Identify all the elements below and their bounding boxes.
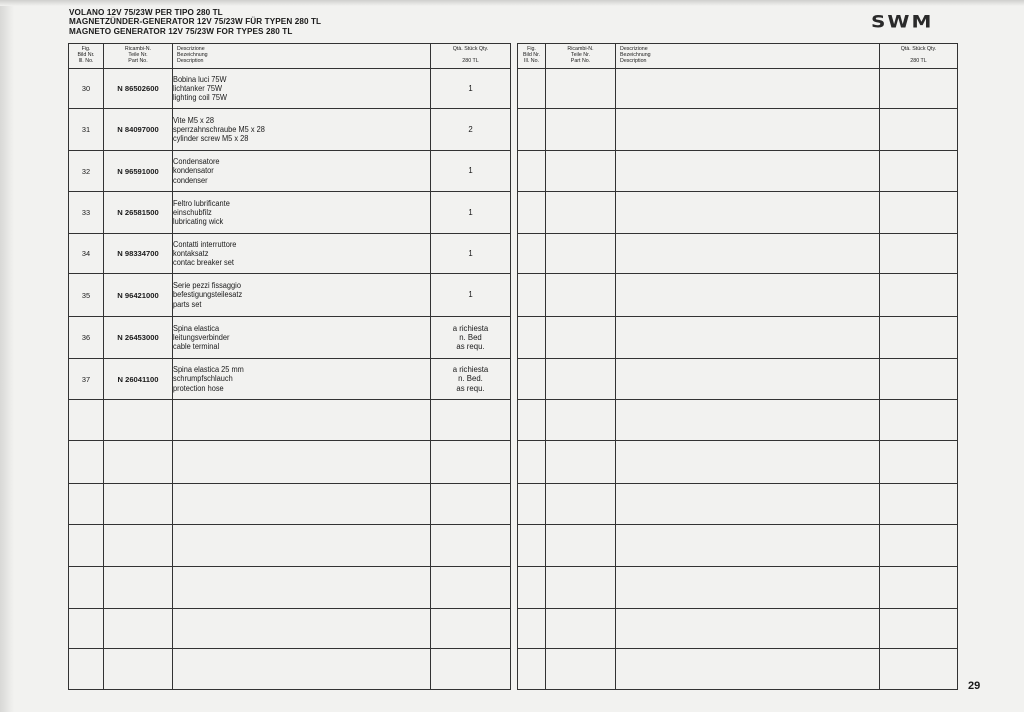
quantity-line: 2 — [468, 124, 473, 134]
empty-cell — [880, 274, 958, 317]
fig-number: 35 — [69, 274, 104, 317]
empty-cell — [518, 525, 546, 567]
empty-cell — [880, 649, 958, 690]
description-line: schrumpfschlauch — [173, 374, 233, 384]
table-row — [518, 274, 958, 317]
quantity-line: 1 — [468, 290, 473, 300]
description-line: lighting coil 75W — [173, 93, 227, 103]
quantity-line: 1 — [468, 83, 473, 93]
part-column-header: Ricambi-N. Teile Nr. Part No. — [546, 44, 616, 69]
description-line: einschubfilz — [173, 207, 212, 217]
empty-cell — [546, 69, 616, 109]
part-description — [173, 317, 431, 359]
empty-cell — [173, 649, 431, 690]
document-title — [69, 8, 334, 36]
empty-cell — [173, 567, 431, 609]
description-line: Vite M5 x 28 — [173, 115, 215, 125]
part-number: N 98334700 — [104, 234, 173, 274]
empty-cell — [104, 525, 173, 567]
empty-cell — [104, 441, 173, 484]
table-row — [518, 317, 958, 359]
description-line: befestigungsteilesatz — [173, 290, 243, 300]
empty-cell — [880, 359, 958, 400]
table-row — [518, 525, 958, 567]
empty-cell — [546, 151, 616, 192]
quantity-line: 1 — [468, 166, 473, 176]
empty-cell — [173, 525, 431, 567]
empty-cell — [616, 484, 880, 525]
description-line: Serie pezzi fissaggio — [173, 281, 241, 291]
table-row — [69, 609, 511, 649]
fig-number: 37 — [69, 359, 104, 400]
part-number: N 26453000 — [104, 317, 173, 359]
empty-cell — [104, 400, 173, 441]
empty-cell — [616, 192, 880, 234]
fig-number: 32 — [69, 151, 104, 192]
part-description — [173, 69, 431, 109]
description-line: Contatti interruttore — [173, 239, 237, 249]
part-quantity — [431, 109, 511, 151]
description-line: contac breaker set — [173, 258, 234, 268]
table-row — [518, 234, 958, 274]
empty-cell — [880, 234, 958, 274]
empty-cell — [431, 567, 511, 609]
empty-cell — [616, 400, 880, 441]
empty-cell — [880, 609, 958, 649]
table-row — [69, 400, 511, 441]
empty-cell — [431, 400, 511, 441]
part-number: N 26581500 — [104, 192, 173, 234]
empty-cell — [431, 525, 511, 567]
empty-cell — [431, 441, 511, 484]
table-row — [69, 274, 511, 317]
title-line-german: MAGNETZÜNDER-GENERATOR 12V 75/23W FÜR TYPEN 280 TL — [69, 16, 322, 27]
part-quantity — [431, 359, 511, 400]
part-number: N 84097000 — [104, 109, 173, 151]
empty-cell — [616, 317, 880, 359]
table-row — [69, 649, 511, 690]
empty-cell — [546, 317, 616, 359]
empty-cell — [880, 317, 958, 359]
description-line: Condensatore — [173, 157, 220, 167]
table-row — [69, 109, 511, 151]
description-line: Feltro lubrificante — [173, 198, 230, 208]
empty-cell — [616, 567, 880, 609]
fig-number: 31 — [69, 109, 104, 151]
empty-cell — [69, 609, 104, 649]
empty-cell — [69, 525, 104, 567]
fig-number: 36 — [69, 317, 104, 359]
table-row — [518, 649, 958, 690]
table-row — [69, 192, 511, 234]
empty-cell — [616, 525, 880, 567]
fig-column-header: Fig. Bild Nr. Ill. No. — [518, 44, 546, 69]
empty-cell — [880, 567, 958, 609]
page-edge-shadow — [0, 0, 14, 712]
empty-cell — [173, 441, 431, 484]
empty-cell — [518, 359, 546, 400]
empty-cell — [616, 234, 880, 274]
empty-cell — [518, 234, 546, 274]
description-line: leitungsverbinder — [173, 332, 230, 342]
part-description — [173, 359, 431, 400]
empty-cell — [431, 649, 511, 690]
quantity-column-header: Qtà. Stück Qty. 280 TL — [880, 44, 958, 69]
empty-cell — [518, 274, 546, 317]
part-description — [173, 274, 431, 317]
empty-cell — [616, 69, 880, 109]
empty-cell — [546, 234, 616, 274]
part-quantity — [431, 69, 511, 109]
empty-cell — [69, 484, 104, 525]
part-quantity — [431, 151, 511, 192]
table-row — [69, 359, 511, 400]
empty-cell — [546, 484, 616, 525]
empty-cell — [880, 192, 958, 234]
description-line: lichtanker 75W — [173, 83, 222, 93]
page-number: 29 — [968, 680, 981, 692]
table-row — [518, 441, 958, 484]
description-line: cable terminal — [173, 342, 220, 352]
table-row — [518, 484, 958, 525]
empty-cell — [518, 609, 546, 649]
empty-cell — [518, 192, 546, 234]
page-top-shadow — [0, 0, 1024, 6]
table-row — [69, 567, 511, 609]
description-column-header: Descrizione Bezeichnung Description — [173, 44, 431, 69]
part-column-header: Ricambi-N. Teile Nr. Part No. — [104, 44, 173, 69]
table-row — [518, 400, 958, 441]
title-line-italian: VOLANO 12V 75/23W PER TIPO 280 TL — [69, 7, 223, 17]
description-line: lubricating wick — [173, 217, 224, 227]
description-line: sperrzahnschraube M5 x 28 — [173, 124, 265, 134]
table-row — [518, 609, 958, 649]
empty-cell — [69, 441, 104, 484]
empty-cell — [518, 567, 546, 609]
table-row — [69, 317, 511, 359]
empty-cell — [546, 567, 616, 609]
quantity-line: a richiesta — [452, 365, 489, 375]
empty-cell — [546, 192, 616, 234]
table-row — [518, 567, 958, 609]
part-quantity — [431, 317, 511, 359]
quantity-line: 1 — [468, 248, 473, 258]
empty-cell — [880, 484, 958, 525]
description-column-header: Descrizione Bezeichnung Description — [616, 44, 880, 69]
empty-cell — [518, 317, 546, 359]
fig-column-header: Fig. Bild Nr. Ill. No. — [69, 44, 104, 69]
empty-cell — [880, 400, 958, 441]
empty-cell — [173, 400, 431, 441]
empty-cell — [880, 151, 958, 192]
table-row — [69, 151, 511, 192]
description-line: kondensator — [173, 166, 214, 176]
part-number: N 96591000 — [104, 151, 173, 192]
part-number: N 86502600 — [104, 69, 173, 109]
empty-cell — [880, 525, 958, 567]
empty-cell — [431, 609, 511, 649]
parts-table-left — [68, 43, 511, 690]
fig-number: 33 — [69, 192, 104, 234]
empty-cell — [546, 400, 616, 441]
quantity-line: as requ. — [456, 342, 485, 352]
part-quantity — [431, 274, 511, 317]
quantity-line: 1 — [468, 207, 473, 217]
empty-cell — [104, 649, 173, 690]
empty-cell — [616, 109, 880, 151]
table-row — [518, 192, 958, 234]
empty-cell — [518, 441, 546, 484]
part-number: N 26041100 — [104, 359, 173, 400]
table-row — [69, 484, 511, 525]
title-line-english: MAGNETO GENERATOR 12V 75/23W FOR TYPES 280 TL — [69, 25, 293, 36]
empty-cell — [616, 609, 880, 649]
empty-cell — [518, 400, 546, 441]
empty-cell — [616, 359, 880, 400]
brand-logo: SWM — [871, 11, 934, 32]
empty-cell — [616, 274, 880, 317]
empty-cell — [546, 274, 616, 317]
part-description — [173, 234, 431, 274]
part-description — [173, 151, 431, 192]
quantity-column-header: Qtà. Stück Qty. 280 TL — [431, 44, 511, 69]
empty-cell — [69, 567, 104, 609]
empty-cell — [880, 441, 958, 484]
description-line: cylinder screw M5 x 28 — [173, 134, 249, 144]
empty-cell — [880, 69, 958, 109]
quantity-line: as requ. — [456, 383, 485, 393]
description-line: condenser — [173, 175, 208, 185]
empty-cell — [104, 484, 173, 525]
description-line: Bobina luci 75W — [173, 74, 227, 84]
empty-cell — [880, 109, 958, 151]
empty-cell — [546, 441, 616, 484]
part-quantity — [431, 192, 511, 234]
empty-cell — [518, 151, 546, 192]
empty-cell — [518, 649, 546, 690]
table-row — [69, 525, 511, 567]
description-line: Spina elastica 25 mm — [173, 365, 244, 375]
part-number: N 96421000 — [104, 274, 173, 317]
table-row — [69, 441, 511, 484]
empty-cell — [518, 484, 546, 525]
fig-number: 30 — [69, 69, 104, 109]
empty-cell — [173, 484, 431, 525]
table-row — [518, 69, 958, 109]
part-description — [173, 192, 431, 234]
empty-cell — [616, 151, 880, 192]
empty-cell — [431, 484, 511, 525]
empty-cell — [69, 400, 104, 441]
table-row — [69, 234, 511, 274]
empty-cell — [546, 525, 616, 567]
fig-number: 34 — [69, 234, 104, 274]
empty-cell — [518, 109, 546, 151]
description-line: Spina elastica — [173, 323, 220, 333]
empty-cell — [173, 609, 431, 649]
empty-cell — [616, 441, 880, 484]
description-line: kontaksatz — [173, 248, 209, 258]
empty-cell — [104, 567, 173, 609]
empty-cell — [546, 609, 616, 649]
quantity-line: n. Bed. — [458, 374, 483, 384]
table-row — [69, 69, 511, 109]
part-description — [173, 109, 431, 151]
empty-cell — [69, 649, 104, 690]
parts-table-right — [517, 43, 958, 690]
table-row — [518, 151, 958, 192]
quantity-line: a richiesta — [452, 323, 489, 333]
empty-cell — [546, 649, 616, 690]
empty-cell — [518, 69, 546, 109]
table-row — [518, 359, 958, 400]
quantity-line: n. Bed — [459, 332, 482, 342]
empty-cell — [616, 649, 880, 690]
empty-cell — [546, 359, 616, 400]
description-line: protection hose — [173, 383, 224, 393]
description-line: parts set — [173, 299, 202, 309]
part-quantity — [431, 234, 511, 274]
empty-cell — [104, 609, 173, 649]
table-row — [518, 109, 958, 151]
empty-cell — [546, 109, 616, 151]
